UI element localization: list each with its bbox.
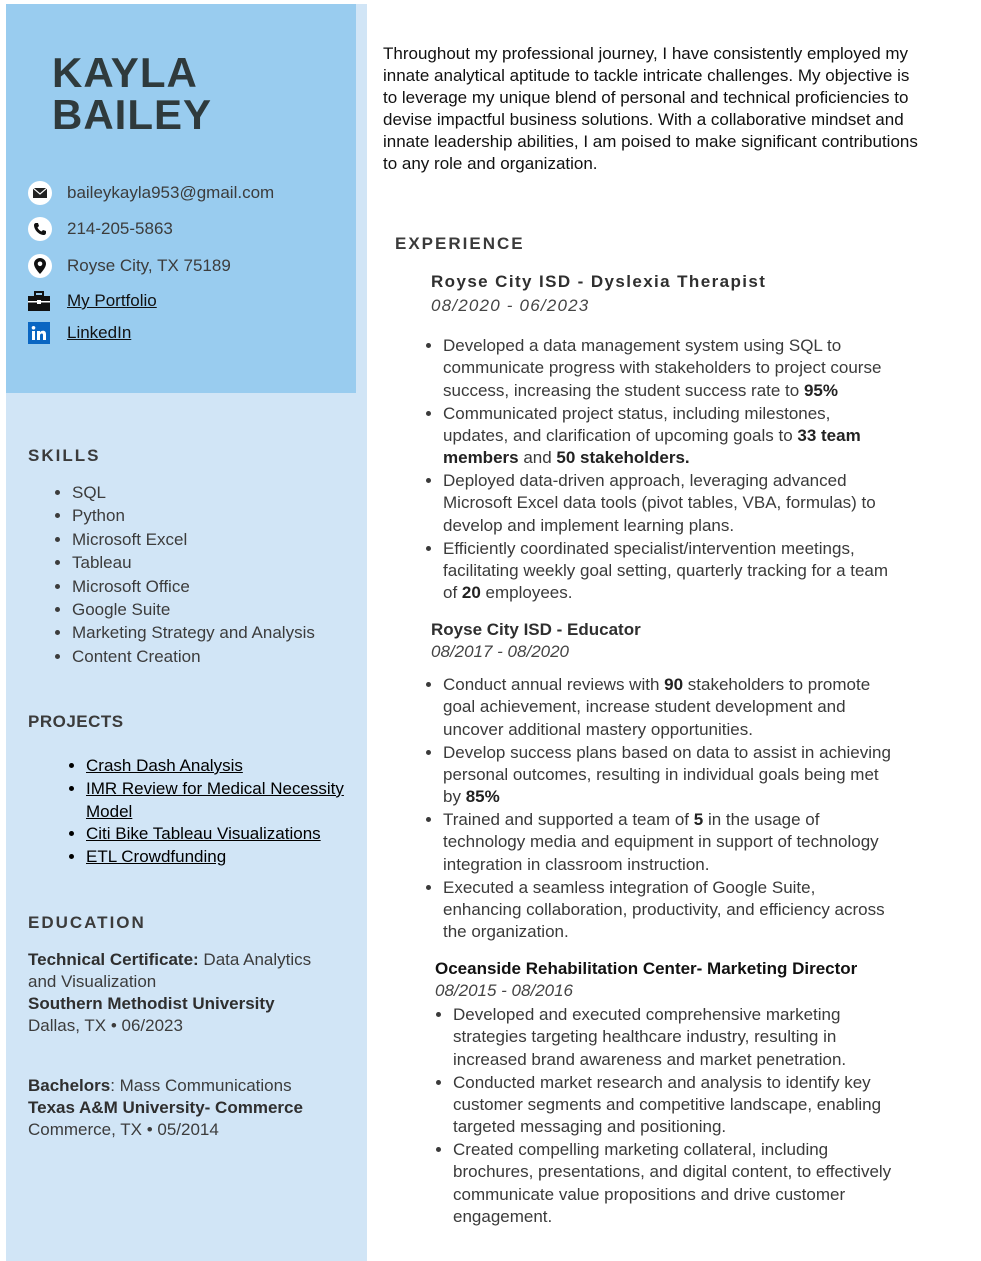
list-item: • Marketing Strategy and Analysis: [72, 621, 315, 644]
map-pin-icon: [28, 254, 52, 278]
list-item: • Developed and executed comprehensive marketing strategies targeting healthcare industry, resulting in increased brand awareness and market penetration.: [453, 1004, 913, 1071]
list-item: • Conduct annual reviews with 90 stakeholders to promote goal achievement, increase student development and uncover additional mastery opportunities.: [443, 674, 898, 741]
job-bullets: [425, 674, 898, 944]
project-link[interactable]: Citi Bike Tableau Visualizations: [86, 824, 321, 844]
linkedin-icon: [28, 322, 50, 344]
list-item: [86, 778, 391, 824]
list-item: • Deployed data-driven approach, leveraging advanced Microsoft Excel data tools (pivot tables, VBA, formulas) to develop and implement learning plans.: [443, 470, 898, 537]
phone-icon: [28, 217, 52, 241]
projects-heading: PROJECTS: [28, 712, 124, 731]
list-item: • Executed a seamless integration of Google Suite, enhancing collaboration, productivity, and efficiency across the organization.: [443, 877, 898, 944]
project-link[interactable]: Crash Dash Analysis: [86, 756, 243, 775]
job-title: Oceanside Rehabilitation Center- Marketing Director: [435, 959, 858, 978]
education-heading: EDUCATION: [28, 913, 146, 932]
job-title: Royse City ISD - Educator: [431, 620, 641, 639]
job-dates: 08/2015 - 08/2016: [435, 981, 574, 1000]
contact-email: [28, 180, 274, 206]
list-item: • Trained and supported a team of 5 in the usage of technology media and equipment in support of technology integration in classroom instruction.: [443, 809, 898, 876]
degree-label: Technical Certificate:: [28, 950, 199, 969]
experience-heading: EXPERIENCE: [395, 234, 525, 253]
contact-portfolio[interactable]: [28, 288, 157, 314]
skills-heading: SKILLS: [28, 446, 101, 465]
contact-linkedin[interactable]: [28, 320, 131, 346]
list-item: • Content Creation: [72, 645, 315, 668]
list-item: [86, 846, 391, 869]
phone-text: 214-205-5863: [67, 219, 173, 238]
list-item: • Tableau: [72, 551, 315, 574]
name-first: KAYLA: [52, 49, 198, 96]
skills-list: [28, 481, 315, 668]
list-item: • Created compelling marketing collateral, including brochures, presentations, and digital content, to effectively communicate value propositions and drive customer engagement.: [453, 1139, 913, 1228]
job-bullets: [425, 335, 898, 605]
school-name: Southern Methodist University: [28, 994, 275, 1013]
job-bullets: [425, 1004, 913, 1229]
email-text: baileykayla953@gmail.com: [67, 183, 275, 202]
contact-phone: [28, 216, 173, 242]
portfolio-link[interactable]: My Portfolio: [67, 291, 157, 310]
degree-text: Data Analytics and Visualization: [28, 950, 312, 991]
project-link[interactable]: IMR Review for Medical Necessity Model: [86, 778, 344, 821]
list-item: • Google Suite: [72, 598, 315, 621]
list-item: [86, 755, 391, 778]
list-item: • Microsoft Office: [72, 575, 315, 598]
list-item: [86, 823, 391, 846]
summary-paragraph: Throughout my professional journey, I have consistently employed my innate analytical aptitude to tackle intricate challenges. My objective is to leverage my unique blend of personal and technical proficiencies to devise impactful business solutions. With a collaborative mindset and innate leadership abilities, I am poised to make significant contributions to any role and organization.: [383, 44, 918, 173]
school-name: Texas A&M University- Commerce: [28, 1098, 303, 1117]
education-entry: [28, 949, 338, 1037]
job-dates: 08/2017 - 08/2020: [431, 642, 570, 661]
job-dates: 08/2020 - 06/2023: [431, 296, 590, 315]
place-date: Commerce, TX • 05/2014: [28, 1120, 219, 1139]
list-item: • Develop success plans based on data to assist in achieving personal outcomes, resulting in individual goals being met by 85%: [443, 742, 898, 809]
projects-list: [28, 755, 391, 869]
education-entry: [28, 1075, 338, 1141]
degree-label: Bachelors: [28, 1076, 111, 1095]
envelope-icon: [28, 181, 52, 205]
list-item: • Developed a data management system using SQL to communicate progress with stakeholders to project course success, increasing the student success rate to 95%: [443, 335, 898, 402]
list-item: • Communicated project status, including milestones, updates, and clarification of upcoming goals to 33 team members and 50 stakeholders.: [443, 403, 898, 470]
list-item: • SQL: [72, 481, 315, 504]
place-date: Dallas, TX • 06/2023: [28, 1016, 183, 1035]
briefcase-icon: [28, 290, 50, 312]
contact-location: [28, 253, 231, 279]
list-item: • Microsoft Excel: [72, 528, 315, 551]
project-link[interactable]: ETL Crowdfunding: [86, 847, 227, 867]
list-item: • Conducted market research and analysis to identify key customer segments and competitive landscape, enabling targeted messaging and positioning.: [453, 1072, 913, 1139]
name-last: BAILEY: [52, 91, 213, 138]
linkedin-link[interactable]: LinkedIn: [67, 323, 132, 342]
degree-text: : Mass Communications: [110, 1076, 292, 1095]
list-item: • Python: [72, 504, 315, 527]
list-item: • Efficiently coordinated specialist/intervention meetings, facilitating weekly goal setting, quarterly tracking for a team of 20 employees.: [443, 538, 898, 605]
job-title: Royse City ISD - Dyslexia Therapist: [431, 272, 767, 291]
location-text: Royse City, TX 75189: [67, 256, 231, 275]
